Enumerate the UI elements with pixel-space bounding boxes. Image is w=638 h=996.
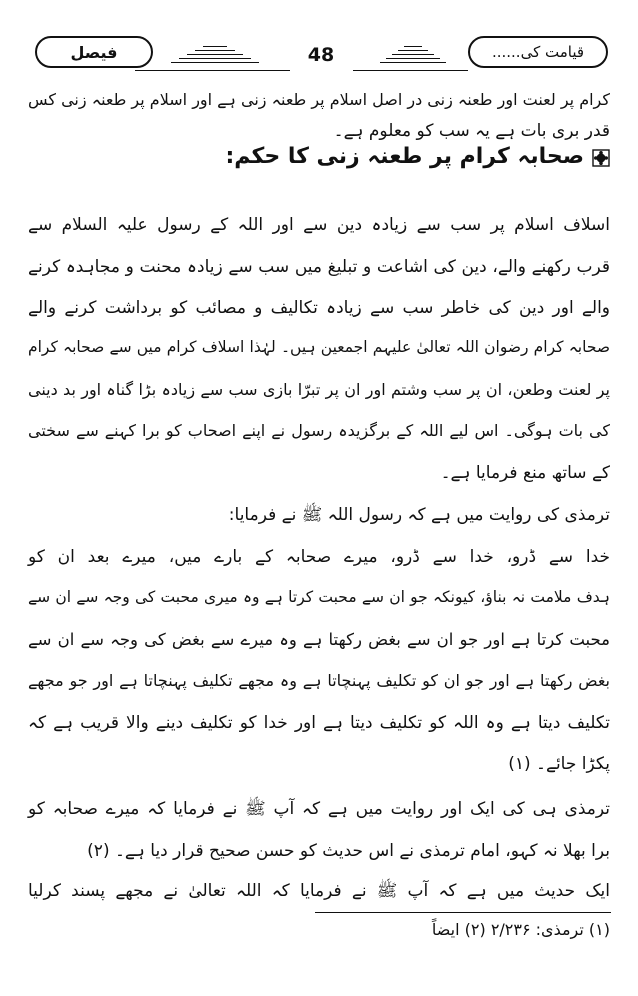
paragraph-line: کی بات ہوگی۔ اس لیے اللہ کے برگزیدہ رسول نے اپنے اصحاب کو برا کہنے سے سختی [28,421,610,440]
flower-ornament-icon [592,148,610,166]
book-title: فیصل [70,42,118,62]
intro-line: کرام پر لعنت اور طعنہ زنی در اصل اسلام پر طعنہ زنی ہے اور اسلام پر طعنہ زنی کس [27,90,610,109]
paragraph-line: قرب رکھنے والے، دین کی اشاعت و تبلیغ میں سب سے زیادہ محنت و مجاہدہ کرنے [28,257,610,277]
paragraph-line: اسلاف اسلام پر سب سے زیادہ دین سے اور اللہ کے رسول علیہ السلام سے [28,215,610,235]
section-heading [225,144,610,169]
section-heading-text: صحابہ کرام پر طعنہ زنی کا حکم: [225,144,584,169]
footnote-rule [315,912,611,913]
chapter-title-badge [468,36,608,68]
header-rule-left [135,70,290,71]
paragraph-line: کے ساتھ منع فرمایا ہے۔ [440,463,610,483]
hadith-line: خدا سے ڈرو، خدا سے ڈرو، میرے صحابہ کے بارے میں، میرے بعد ان کو [28,547,610,567]
paragraph-line: والے اور دین کی خاطر سب سے زیادہ تکالیف و مصائب کو برداشت کرنے والے [28,298,610,318]
paragraph-line: صحابہ کرام رضوان اللہ تعالیٰ علیہم اجمعین ہیں۔ لہٰذا اسلاف کرام میں سے صحابہ کرام [28,338,610,356]
book-title-badge [35,36,153,68]
hadith-line: ہدف ملامت نہ بناؤ، کیونکہ جو ان سے محبت کرتا ہے وہ میری محبت کی وجہ سے ان سے [28,588,610,606]
hadith-line: بغض رکھتا ہے اور جو ان کو تکلیف پہنچاتا ہے وہ مجھے تکلیف پہنچاتا ہے اور جو مجھے [28,671,610,690]
hadith-line: برا بھلا نہ کہو، امام ترمذی نے اس حدیث کو حسن صحیح قرار دیا ہے۔ (۲) [87,841,610,861]
hadith-line: ایک حدیث میں ہے کہ آپ ﷺ نے فرمایا کہ اللہ تعالیٰ نے مجھے پسند کرلیا [28,881,610,901]
hadith-line: پکڑا جائے۔ (۱) [508,754,610,774]
hadith-line: تکلیف دیتا ہے وہ اللہ کو تکلیف دیتا ہے اور خدا کو تکلیف دینے والا قریب ہے کہ [28,713,610,733]
page-number: 48 [307,44,335,66]
hadith-line: ترمذی ہی کی ایک اور روایت میں ہے کہ آپ ﷺ نے فرمایا کہ میرے صحابہ کو [28,799,610,819]
header-ornament-right [378,46,448,66]
chapter-title: قیامت کی...... [491,43,585,61]
narration-intro: ترمذی کی روایت میں ہے کہ رسول اللہ ﷺ نے فرمایا: [228,505,610,525]
header-ornament-left [170,46,260,66]
hadith-line: محبت کرتا ہے اور جو ان سے بغض رکھتا ہے وہ میرے سے بغض کی وجہ سے ان سے [28,630,610,649]
intro-line: قدر بری بات ہے یہ سب کو معلوم ہے۔ [333,121,610,141]
paragraph-line: پر لعنت وطعن، ان پر سب وشتم اور ان پر تبرّا بازی سب سے زیادہ بڑا گناہ اور بد دینی [28,380,610,399]
header-rule-right [353,70,468,71]
footnote: (۱) ترمذی: ۲/۲۳۶ (۲) ایضاً [431,920,610,939]
